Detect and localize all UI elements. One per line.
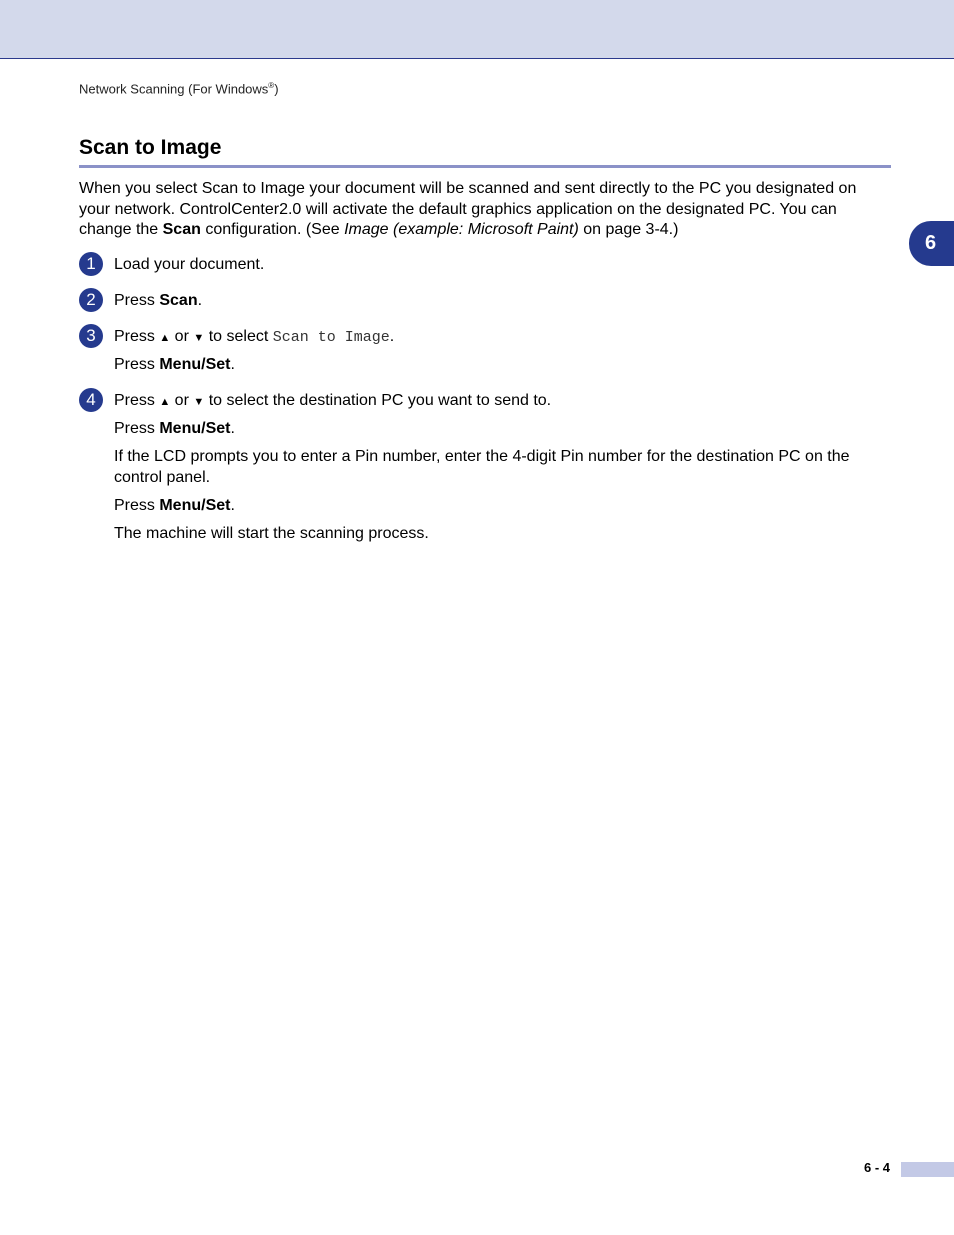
step-number-4: 4 [79, 388, 103, 412]
section-title: Scan to Image [79, 136, 891, 168]
step-2-text: Press Scan. [114, 292, 203, 309]
step-4-press-menu-set-2: Press Menu/Set. [114, 497, 235, 514]
header-band [0, 0, 954, 59]
step-number-2: 2 [79, 288, 103, 312]
step-4-press-menu-set-1: Press Menu/Set. [114, 420, 235, 437]
running-header: Network Scanning (For Windows®) [79, 81, 279, 97]
step-4-text: Press ▲ or ▼ to select the destination PC you want to send to. [114, 392, 552, 409]
chapter-tab: 6 [909, 221, 954, 266]
step-3-text: Press ▲ or ▼ to select Scan to Image. [114, 328, 395, 346]
down-arrow-icon: ▼ [193, 332, 205, 344]
lcd-text: Scan to Image [272, 329, 390, 346]
up-arrow-icon: ▲ [159, 332, 171, 344]
up-arrow-icon: ▲ [159, 396, 171, 408]
footer-bar [901, 1162, 954, 1177]
step-3-press-menu-set: Press Menu/Set. [114, 356, 235, 373]
down-arrow-icon: ▼ [193, 396, 205, 408]
registered-mark: ® [268, 81, 275, 90]
step-4-final-text: The machine will start the scanning process. [114, 525, 429, 542]
page-number: 6 - 4 [864, 1160, 891, 1175]
step-1-text: Load your document. [114, 256, 265, 273]
step-number-3: 3 [79, 324, 103, 348]
step-number-1: 1 [79, 252, 103, 276]
intro-paragraph: When you select Scan to Image your document will be scanned and sent directly to the PC you designated on your network. ControlCenter2.0 will activate the default graphics application on the designated PC. You can change the Scan configuration. (See Image (example: Microsoft Paint) on page 3-4.) [79, 180, 857, 238]
step-4-pin-text: If the LCD prompts you to enter a Pin number, enter the 4-digit Pin number for the destination PC on the control panel. [114, 448, 850, 486]
